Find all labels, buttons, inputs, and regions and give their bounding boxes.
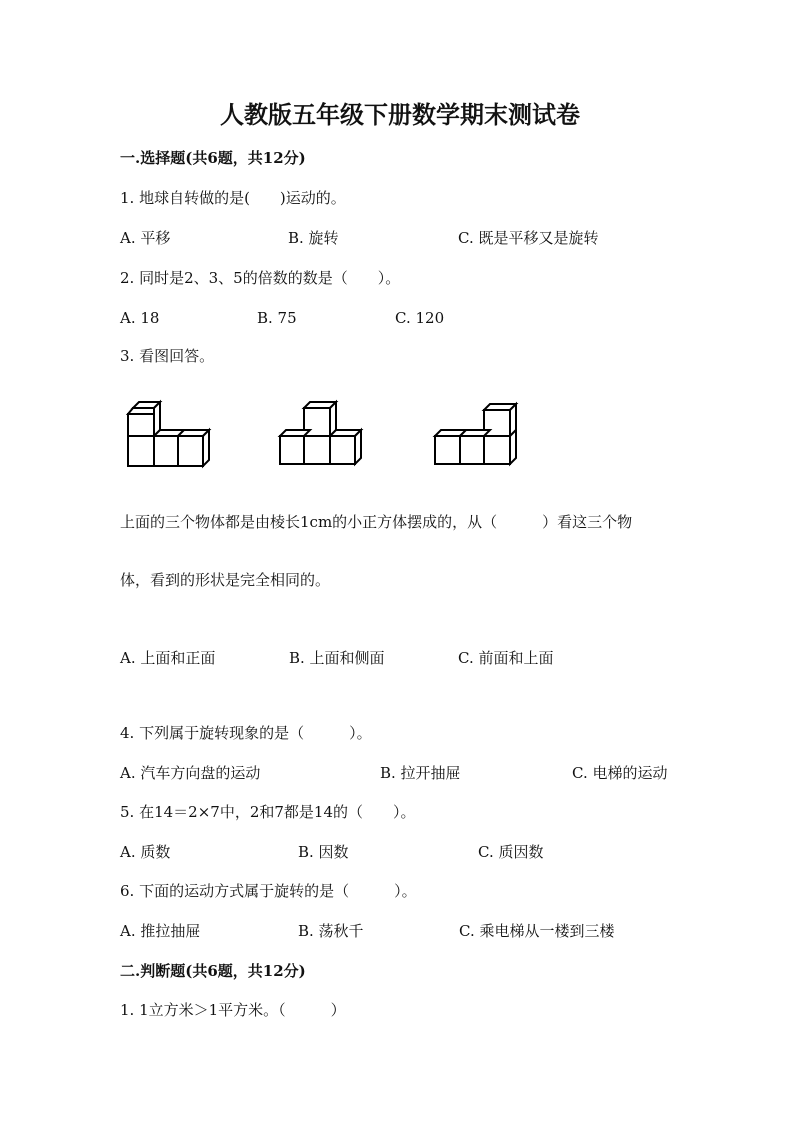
option-a: A. 18 (120, 309, 160, 327)
question-stem: 5. 在14＝2×7中，2和7都是14的（ ）。 (120, 803, 416, 821)
option-c: C. 电梯的运动 (572, 764, 668, 782)
question-stem: 1. 1立方米＞1平方米。（ ） (120, 1001, 346, 1019)
option-a: A. 上面和正面 (120, 649, 216, 667)
question-text-line: 体，看到的形状是完全相同的。 (120, 571, 331, 589)
cube-figure-2 (274, 400, 374, 480)
option-b: B. 因数 (298, 843, 349, 861)
option-b: B. 荡秋千 (298, 922, 364, 940)
option-b: B. 上面和侧面 (289, 649, 385, 667)
option-a: A. 质数 (120, 843, 171, 861)
cube-figure-3 (430, 400, 530, 480)
option-b: B. 旋转 (288, 229, 339, 247)
option-a: A. 汽车方向盘的运动 (120, 764, 261, 782)
option-c: C. 前面和上面 (458, 649, 554, 667)
question-stem: 3. 看图回答。 (120, 347, 215, 365)
option-c: C. 120 (395, 309, 445, 327)
option-b: B. 75 (257, 309, 297, 327)
question-stem: 2. 同时是2、3、5的倍数的数是（ ）。 (120, 269, 401, 287)
cube-figure-1 (120, 400, 220, 480)
option-a: A. 平移 (120, 229, 171, 247)
option-b: B. 拉开抽屉 (380, 764, 461, 782)
question-stem: 4. 下列属于旋转现象的是（ ）。 (120, 724, 372, 742)
question-text-line: 上面的三个物体都是由棱长1cm的小正方体摆成的，从（ ）看这三个物 (120, 513, 633, 531)
question-stem: 1. 地球自转做的是( )运动的。 (120, 189, 346, 207)
option-c: C. 乘电梯从一楼到三楼 (459, 922, 615, 940)
question-stem: 6. 下面的运动方式属于旋转的是（ ）。 (120, 882, 417, 900)
option-c: C. 质因数 (478, 843, 544, 861)
page-title: 人教版五年级下册数学期末测试卷 (220, 100, 580, 129)
option-c: C. 既是平移又是旋转 (458, 229, 599, 247)
section-heading: 二.判断题(共6题，共12分) (120, 962, 306, 980)
option-a: A. 推拉抽屉 (120, 922, 201, 940)
section-heading: 一.选择题(共6题，共12分) (120, 149, 306, 167)
